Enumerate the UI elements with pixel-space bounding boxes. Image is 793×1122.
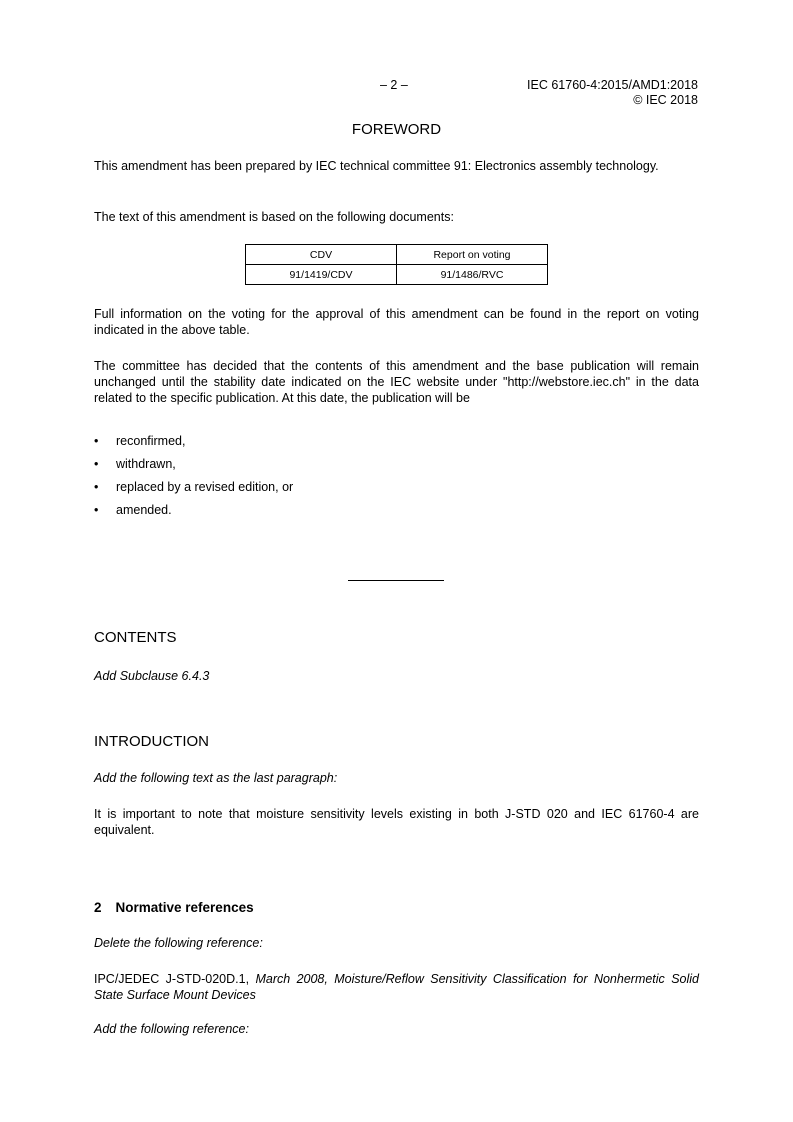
foreword-paragraph-2: The text of this amendment is based on the following documents:	[94, 210, 454, 224]
bullet-icon: •	[94, 503, 99, 517]
bullet-icon: •	[94, 457, 99, 471]
reference-title: March 2008, Moisture/Reflow Sensitivity Classification for Nonhermetic Solid State Surface Mount Devices	[94, 972, 700, 1002]
normative-heading	[94, 899, 254, 916]
table-cell: 91/1419/CDV	[246, 265, 397, 285]
introduction-title: INTRODUCTION	[94, 733, 209, 750]
introduction-instruction: Add the following text as the last paragraph:	[94, 771, 338, 785]
list-item-text: amended.	[116, 503, 172, 517]
table-header-row	[246, 245, 548, 265]
table-row	[246, 265, 548, 285]
voting-documents-table	[245, 244, 548, 285]
section-divider	[348, 580, 444, 581]
introduction-paragraph: It is important to note that moisture sensitivity levels existing in both J-STD 020 and IEC 61760-4 are equivalent.	[94, 807, 699, 837]
list-item-text: reconfirmed,	[116, 434, 186, 448]
deleted-reference	[94, 971, 699, 1003]
foreword-paragraph-4: The committee has decided that the contents of this amendment and the base publication will remain unchanged until the stability date indicated on the IEC website under "http://webstore.iec.ch" in the data related to the specific publication. At this date, the publication will be	[94, 359, 699, 405]
list-item	[94, 433, 699, 449]
contents-instruction: Add Subclause 6.4.3	[94, 669, 210, 683]
list-item-text: withdrawn,	[116, 457, 176, 471]
table-cell: 91/1486/RVC	[397, 265, 548, 285]
publication-status-list	[94, 433, 699, 525]
add-instruction: Add the following reference:	[94, 1022, 249, 1036]
delete-instruction: Delete the following reference:	[94, 936, 263, 950]
document-id: IEC 61760-4:2015/AMD1:2018	[527, 78, 698, 92]
list-item-text: replaced by a revised edition, or	[116, 480, 294, 494]
bullet-icon: •	[94, 480, 99, 494]
bullet-icon: •	[94, 434, 99, 448]
reference-id: IPC/JEDEC J-STD-020D.1,	[94, 972, 256, 986]
section-number: 2	[94, 900, 102, 915]
table-header-cell: Report on voting	[397, 245, 548, 265]
list-item	[94, 456, 699, 472]
list-item	[94, 479, 699, 495]
table-header-cell: CDV	[246, 245, 397, 265]
foreword-paragraph-1: This amendment has been prepared by IEC technical committee 91: Electronics assembly technology.	[94, 159, 659, 173]
foreword-paragraph-3: Full information on the voting for the approval of this amendment can be found in the report on voting indicated in the above table.	[94, 307, 699, 337]
page-number: – 2 –	[380, 78, 408, 92]
list-item	[94, 502, 699, 518]
copyright: © IEC 2018	[633, 93, 698, 107]
foreword-title: FOREWORD	[351, 121, 442, 138]
contents-title: CONTENTS	[94, 629, 177, 646]
section-title: Normative references	[115, 900, 254, 915]
